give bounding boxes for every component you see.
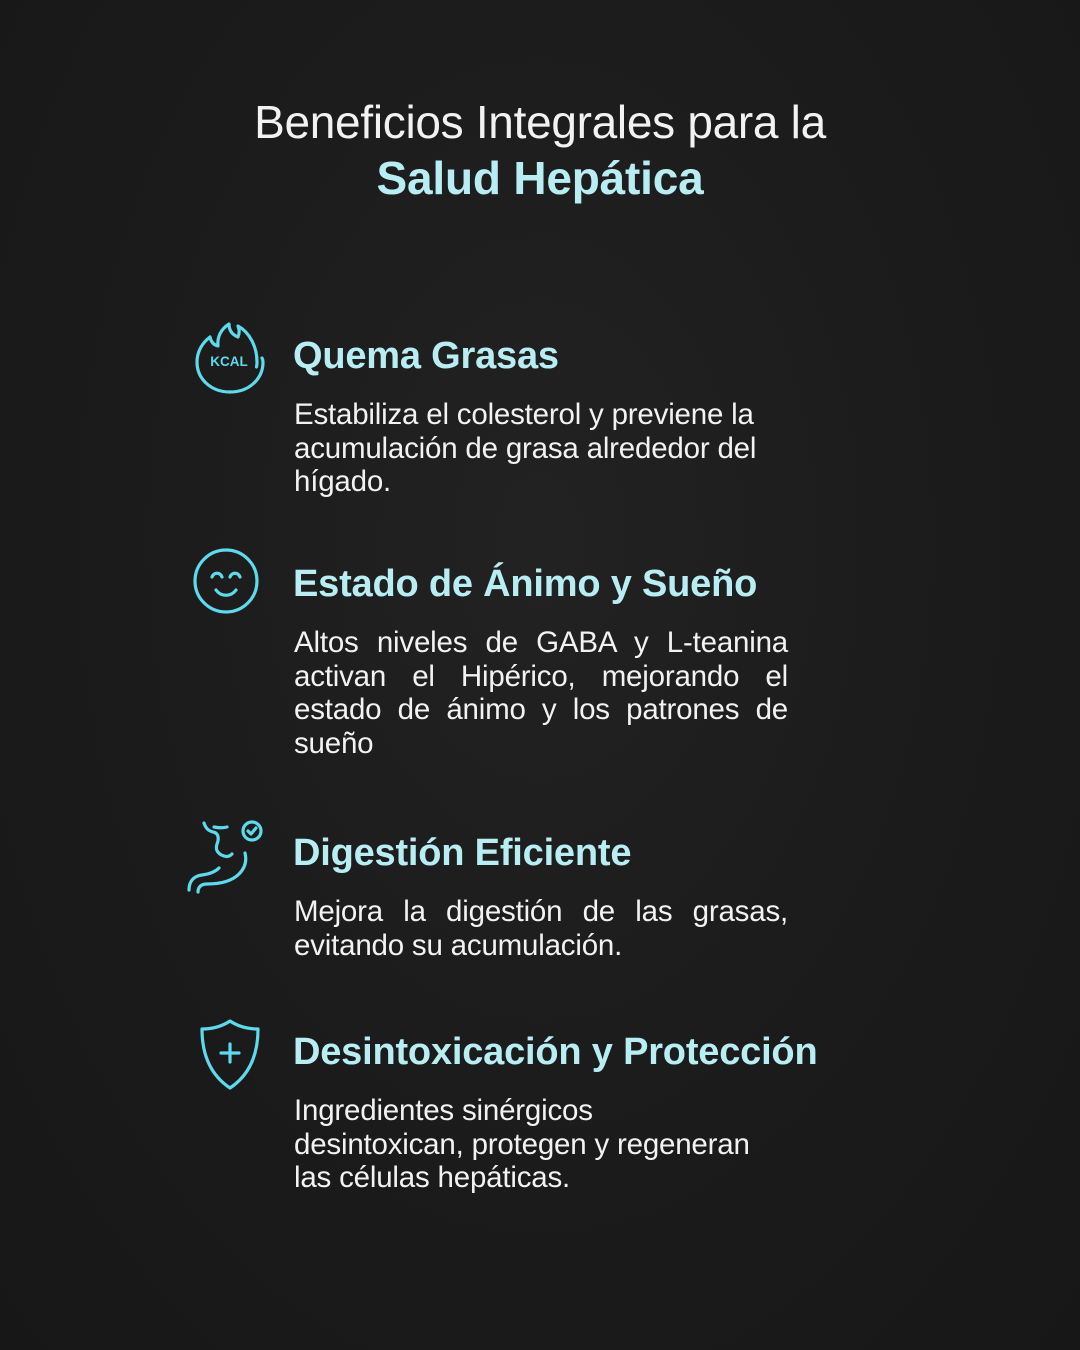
benefit-title: Estado de Ánimo y Sueño	[293, 563, 758, 605]
benefit-title: Quema Grasas	[293, 335, 559, 377]
svg-text:KCAL: KCAL	[210, 354, 248, 369]
page-subtitle: Salud Hepática	[376, 152, 704, 204]
page-title: Beneficios Integrales para la	[254, 96, 826, 148]
stomach-check-icon	[186, 817, 266, 897]
page-header	[0, 94, 1080, 206]
benefit-title: Digestión Eficiente	[293, 832, 632, 874]
smiling-face-icon	[187, 540, 267, 620]
benefit-description: Mejora la digestión de las grasas, evitando su acumulación.	[294, 895, 788, 962]
benefit-description: Estabiliza el colesterol y previene la acumulación de grasa alrededor del hígado.	[294, 398, 757, 498]
benefit-title: Desintoxicación y Protección	[293, 1031, 818, 1073]
shield-plus-icon	[191, 1014, 271, 1094]
fire-kcal-icon	[190, 320, 270, 400]
benefit-description: Altos niveles de GABA y L-teanina activan el Hipérico, mejorando el estado de ánimo y los patrones de sueño	[294, 626, 788, 760]
benefit-description: Ingredientes sinérgicos desintoxican, protegen y regeneran las células hepáticas.	[294, 1094, 750, 1194]
